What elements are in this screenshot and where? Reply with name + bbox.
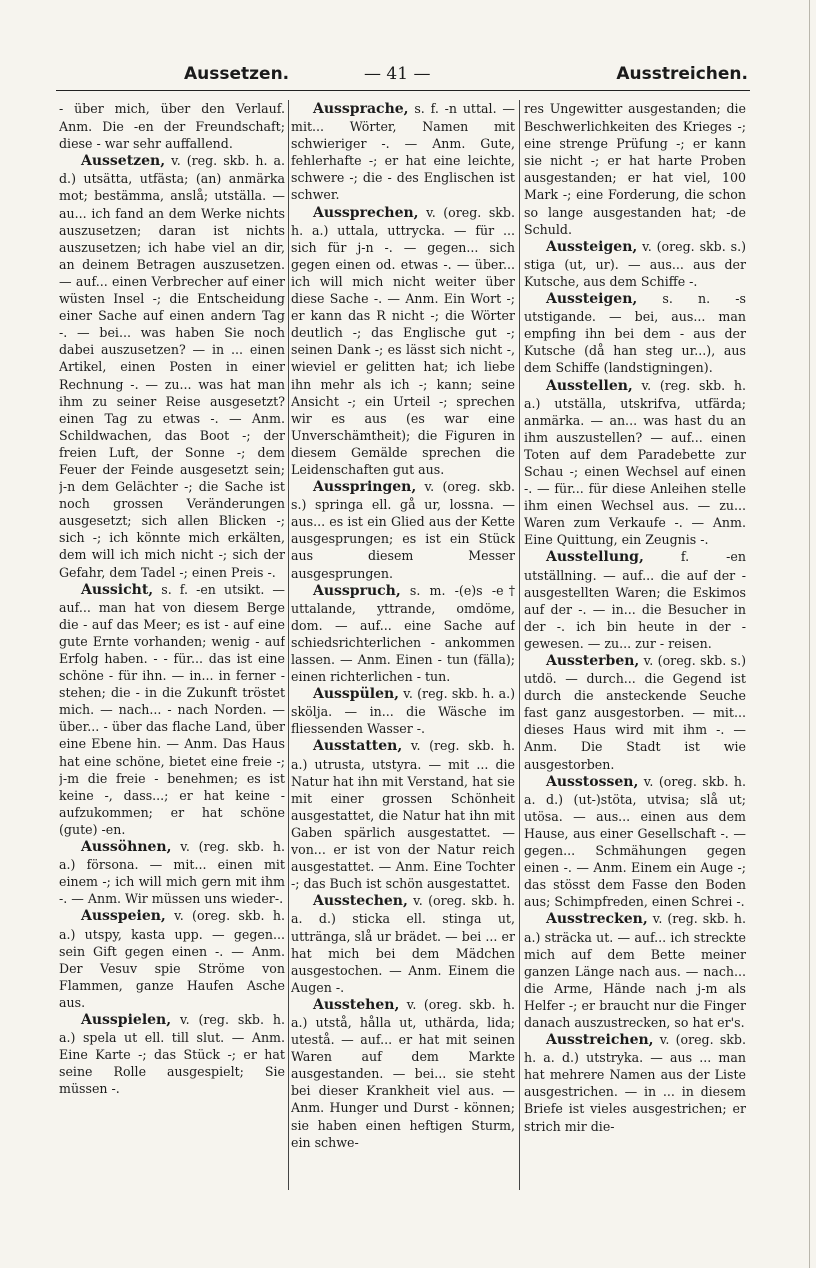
dictionary-entry: Aussterben, v. (oreg. skb. s.) utdö. — durch... die Gegend ist durch die ansteckende Seuche fast ganz ausgestorben. — mit... dieses Haus wird mit ihm -. — Anm. Die Stadt ist wie ausgestorben.	[524, 653, 746, 772]
headword: Ausstehen,	[313, 996, 400, 1013]
dictionary-entry: Ausspringen, v. (oreg. skb. s.) springa ell. gå ur, lossna. — aus... es ist ein Glied aus der Kette ausgesprungen; es ist ein Stück aus diesem Messer ausgesprungen.	[291, 479, 515, 581]
dictionary-entry: Ausstehen, v. (oreg. skb. h. a.) utstå, hålla ut, uthärda, lida; utestå. — auf... er hat mit seinen Waren auf dem Markte ausgestanden. — bei... sie steht bei dieser Krankheit viel aus. — Anm. Hunger und Durst - können; sie haben einen heftigen Sturm, ein schwe-	[291, 996, 515, 1150]
page-number: — 41 —	[364, 64, 431, 84]
dictionary-entry: Ausspielen, v. (reg. skb. h. a.) spela ut ell. till slut. — Anm. Eine Karte -; das Stück -; er hat seine Rolle ausgespielt; Sie müssen -.	[59, 1011, 285, 1097]
headword: Aussterben,	[546, 653, 640, 669]
dictionary-entry: Aussprache, s. f. -n uttal. — mit... Wörter, Namen mit schwieriger -. — Anm. Gute, fehlerhafte -; er hat eine leichte, schwere -; die - des Englischen ist schwer.	[291, 101, 515, 203]
dictionary-entry: Ausstatten, v. (reg. skb. h. a.) utrusta, utstyra. — mit ... die Natur hat ihn mit Verstand, hat sie mit einer grossen Schönheit ausgestattet, die Natur hat ihn mit Gaben spärlich ausgestattet. — von... er ist von der Natur reich ausgestattet. — Anm. Eine Tochter -; das Buch ist schön ausgestattet.	[291, 738, 515, 892]
headword: Aussöhnen,	[81, 839, 172, 856]
dictionary-entry: Aussteigen, v. (oreg. skb. s.) stiga (ut, ur). — aus... aus der Kutsche, aus dem Schiffe -.	[524, 238, 746, 289]
headword: Ausspeien,	[81, 908, 166, 925]
dictionary-entry: Aussprechen, v. (oreg. skb. h. a.) uttala, uttrycka. — für ... sich für j-n -. — gegen... sich gegen einen od. etwas -. — über... ich will mich nicht weiter über diese Sache -. — Anm. Ein Wort -; er kann das R nicht -; die Wörter deutlich -; das Englische gut -; seinen Dank -; es lässt sich nicht -, wieviel er gelitten hat; ich liebe ihn mehr als ich -; kann; seine Ansicht -; ein Urteil -; sprechen wir es aus (es war eine Unverschämtheit); die Figuren in diesem Gemälde sprechen die Leidenschaften gut aus.	[291, 204, 515, 477]
dictionary-entry: Ausstrecken, v. (reg. skb. h. a.) sträcka ut. — auf... ich streckte mich auf dem Bette meiner ganzen Länge nach aus. — nach... die Arme, Hände nach j-m als Helfer -; er braucht nur die Finger danach auszustrecken, so hat er's.	[524, 911, 746, 1030]
dictionary-entry: Aussetzen, v. (reg. skb. h. a. d.) utsätta, utfästa; (an) anmärka mot; bestämma, anslå; utställa. — au... ich fand an dem Werke nichts auszusetzen; daran ist nichts auszusetzen; ich habe viel an dir, an deinem Betragen auszusetzen. — auf... einen Verbrecher auf einer wüsten Insel -; die Entscheidung einer Sache auf einen andern Tag -. — bei... was haben Sie noch dabei auszusetzen? — in ... einen Artikel, einen Posten in einer Rechnung -. — zu... was hat man ihm zu seiner Reise ausgesetzt? einen Tag zu etwas -. — Anm. Schildwachen, das Boot -; der freien Luft, der Sonne -; dem Feuer der Feinde ausgesetzt sein; j-n dem Gelächter -; die Sache ist noch grossen Veränderungen ausgesetzt; sich allen Blicken -; sich -; ich könnte mich erkälten, dem will ich mich nicht -; sich der Gefahr, dem Tadel -; einen Preis -.	[59, 153, 285, 580]
column-divider	[519, 100, 520, 1190]
column-1	[59, 100, 285, 1200]
headword: Ausspruch,	[313, 582, 401, 599]
dictionary-entry: Aussöhnen, v. (reg. skb. h. a.) försona. — mit... einen mit einem -; ich will mich gern mit ihm -. — Anm. Wir müssen uns wieder-.	[59, 839, 285, 907]
headword: Aussicht,	[81, 581, 154, 598]
headword: Ausstrecken,	[546, 911, 648, 928]
running-header	[56, 64, 750, 91]
headword: Aussprache,	[313, 101, 409, 117]
headword: Aussprechen,	[313, 204, 419, 221]
column-2	[291, 100, 515, 1200]
dictionary-entry: Ausstossen, v. (oreg. skb. h. a. d.) (ut-)stöta, utvisa; slå ut; utösa. — aus... einen aus dem Hause, aus einer Gesellschaft -. — gegen... Schmähungen gegen einen -. — Anm. Einem ein Auge -; das stösst dem Fasse den Boden aus; Schimpfreden, einen Schrei -.	[524, 773, 746, 910]
headword: Aussteigen,	[546, 291, 638, 308]
column-3	[524, 100, 746, 1200]
dictionary-entry: Aussicht, s. f. -en utsikt. — auf... man hat von diesem Berge die - auf das Meer; es ist - auf eine gute Ernte vorhanden; wenig - auf Erfolg haben. - - für... das ist eine schöne - für ihn. — in... in ferner - stehen; die - in die Zukunft tröstet mich. — nach... - nach Norden. — über... - über das flache Land, über eine Ebene hin. — Anm. Das Haus hat eine schöne, bietet eine freie -; j-m die freie - benehmen; es ist keine -, dass...; er hat keine - aufzukommen; er hat schöne (gute) -en.	[59, 581, 285, 837]
headword: Ausstellung,	[546, 549, 644, 566]
headword: Ausstreichen,	[546, 1032, 654, 1049]
headword: Ausstellen,	[546, 377, 633, 394]
headword: Aussteigen,	[546, 238, 638, 255]
page-edge	[809, 0, 810, 1268]
dictionary-entry: Ausspruch, s. m. -(e)s -e† uttalande, yttrande, omdöme, dom. — auf... eine Sache auf schiedsrichterlichen - ankommen lassen. — Anm. Einen - tun (fälla); einen richterlichen - tun.	[291, 582, 515, 685]
headword: Ausstossen,	[546, 773, 639, 790]
dictionary-entry: Ausstellen, v. (reg. skb. h. a.) utställa, utskrifva, utfärda; anmärka. — an... was hast du an ihm auszustellen? — auf... einen Toten auf dem Paradebette zur Schau -; einen Wechsel auf einen -. — für... für diese Anleihen stelle ihm einen Wechsel aus. — zu... Waren zum Verkaufe -. — Anm. Eine Quittung, ein Zeugnis -.	[524, 377, 746, 548]
dictionary-entry: - über mich, über den Verlauf. Anm. Die -en der Freundschaft; diese - war sehr auffallend.	[59, 101, 285, 152]
headword: Ausstatten,	[313, 738, 403, 755]
dictionary-entry: Ausspeien, v. (oreg. skb. h. a.) utspy, kasta upp. — gegen... sein Gift gegen einen -. — Anm. Der Vesuv spie Ströme von Flammen, ganze Haufen Asche aus.	[59, 908, 285, 1010]
header-left-word: Aussetzen.	[184, 64, 290, 84]
headword: Ausspielen,	[81, 1011, 172, 1028]
headword: Aussetzen,	[81, 153, 166, 170]
header-right-word: Ausstreichen.	[616, 64, 748, 84]
column-divider	[288, 100, 289, 1190]
dictionary-entry: Ausstellung, f. -en utställning. — auf... die auf der - ausgestellten Waren; die Eskimos auf der -. — in... die Besucher in der -. ich bin heute in der - gewesen. — zu... zur - reisen.	[524, 549, 746, 651]
dictionary-entry: res Ungewitter ausgestanden; die Beschwerlichkeiten des Krieges -; eine strenge Prüfung -; er kann sie nicht -; er hat harte Proben ausgestanden; er hat viel, 100 Mark -; eine Forderung, die schon so lange ausgestanden hat; -de Schuld.	[524, 101, 746, 237]
dictionary-entry: Aussteigen, s. n. -s utstigande. — bei, aus... man empfing ihn bei dem - aus der Kutsche (då han steg ur...), aus dem Schiffe (landstigningen).	[524, 291, 746, 376]
dictionary-entry: Ausstechen, v. (oreg. skb. h. a. d.) sticka ell. stinga ut, uttränga, slå ur brädet. — bei ... er hat mich bei dem Mädchen ausgestochen. — Anm. Einem die Augen -.	[291, 893, 515, 995]
dictionary-entry: Ausspülen, v. (reg. skb. h. a.) skölja. — in... die Wäsche im fliessenden Wasser -.	[291, 686, 515, 737]
headword: Ausspülen,	[313, 686, 400, 703]
headword: Ausspringen,	[313, 479, 417, 496]
headword: Ausstechen,	[313, 893, 408, 910]
dictionary-entry: Ausstreichen, v. (oreg. skb. h. a. d.) utstryka. — aus ... man hat mehrere Namen aus der Liste ausgestrichen. — in ... in diesem Briefe ist vieles ausgestrichen; er strich mir die-	[524, 1032, 746, 1134]
